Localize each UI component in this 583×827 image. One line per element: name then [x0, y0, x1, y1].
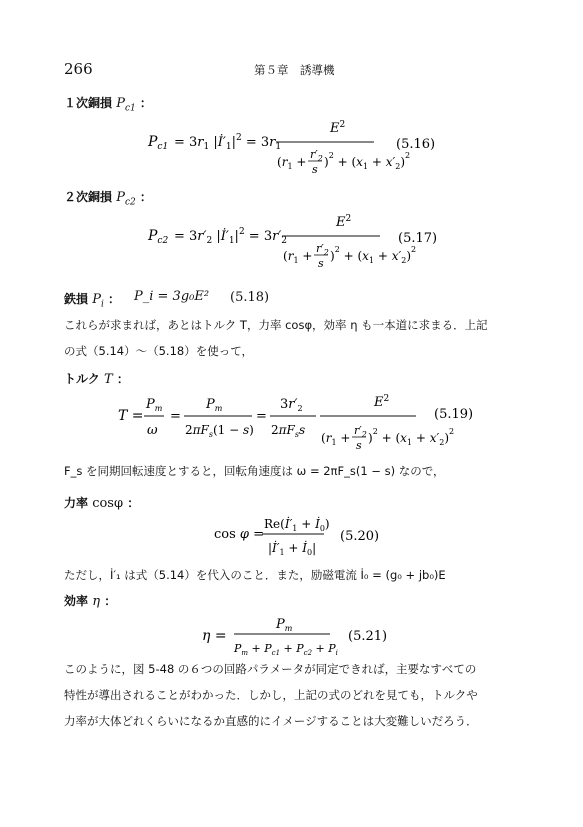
svg-text:r′2: $r'_2$: [354, 424, 367, 439]
heading-colon: ：: [108, 292, 121, 306]
svg-text:η =: η =: [202, 628, 227, 644]
eq-number-5-20: (5.20): [340, 529, 380, 544]
equation-5-18: P_i = 3g₀E²: [134, 289, 210, 304]
paragraph-conclusion: [64, 656, 534, 734]
heading-symbol: P: [116, 96, 125, 111]
svg-text:=: =: [256, 409, 267, 424]
page-number: 266: [64, 60, 93, 78]
svg-text:)2 + (x1 + x′2)2: )$^2 + (x_1 + x'_2)^2$: [324, 151, 411, 171]
equation-5-20: [208, 510, 408, 560]
equation-5-16: [140, 118, 440, 180]
equation-5-17: [140, 212, 450, 274]
svg-text:s: s: [356, 439, 362, 452]
heading-iron-loss: [64, 290, 120, 309]
svg-text:(r1 +: ($r_1$ +: [283, 249, 313, 265]
svg-text:Re(İ′1 + İ0): $Re(İ'_1$ + $İ_0$): [264, 517, 330, 533]
svg-text:(r1 +: ($r_1$ +: [277, 155, 307, 171]
paragraph-sync-speed: F_s を同期回転速度とすると，回転角速度は ω = 2πF_s(1 − s) なので，: [64, 464, 445, 478]
heading-symbol: T: [103, 372, 113, 387]
heading-symbol: η: [92, 594, 100, 609]
svg-text:r′2: $r'_2$: [310, 148, 323, 163]
heading-label: トルク: [64, 372, 100, 386]
svg-text:)2 + (x1 + x′2)2: )$^2 + (x_1 + x'_2)^2$: [368, 427, 455, 447]
svg-text:Pm: $P_m$: [146, 397, 163, 413]
eq-number-5-19: (5.19): [434, 407, 474, 422]
svg-text:= 3r′2 |İ′1|2 = 3r′2: = $3r'_2$ $|İ'_1|^2 = 3r'_2$: [174, 227, 288, 246]
eq-number-5-17: (5.17): [398, 231, 438, 246]
svg-text:(r1 +: ($r_1$ +: [321, 431, 351, 447]
svg-text:=: =: [170, 409, 181, 424]
heading-label: 力率: [64, 496, 89, 510]
heading-label: 効率: [64, 594, 89, 608]
paragraph-excitation: ただし，İ′₁ は式（5.14）を代入のこと．また，励磁電流 İ₀ = (g₀ + jb₀)E: [64, 568, 446, 582]
heading-subscript: c2: [124, 197, 136, 208]
heading-colon: ：: [139, 190, 152, 204]
paragraph-line: このように，図 5-48 の６つの回路パラメータが同定できれば，主要なすべての: [64, 662, 477, 676]
svg-text:cos φ =: cos φ =: [214, 527, 265, 542]
heading-colon: ：: [139, 96, 152, 110]
svg-text:Pm: $P_m$: [206, 397, 223, 413]
heading-colon: ：: [104, 594, 117, 608]
svg-text:|İ′1 + İ0|: $|İ'_1$ + $İ_0|$: [268, 541, 317, 557]
eq-number-5-18: (5.18): [230, 290, 270, 305]
equation-5-21: [196, 612, 416, 662]
svg-text:Pm + Pc1 + Pc2 + Pi: $P_m + P_{c1} + P_{c2} + P_i$: [234, 642, 338, 657]
svg-text:3r′2: $3r'_2$: [280, 397, 303, 413]
heading-symbol: P: [92, 292, 101, 307]
svg-text:ω: ω: [147, 423, 158, 438]
heading-symbol: cosφ: [92, 496, 124, 511]
svg-text:r′2: $r'_2$: [316, 242, 329, 257]
heading-symbol: P: [116, 190, 125, 205]
heading-colon: ：: [127, 496, 140, 510]
svg-text:2πFs(1 − s): $2\pi F_s(1 - s)$: [185, 423, 254, 439]
svg-text:= 3r1 |İ′1|2 = 3r1: = $3r_1$ $|İ'_1|^2 = 3r_1$: [174, 133, 282, 152]
heading-label: １次銅損: [64, 96, 113, 110]
heading-copper-loss-2: [64, 188, 152, 207]
heading-subscript: c1: [124, 103, 136, 114]
paragraph-line: これらが求まれば，あとはトルク T，力率 cosφ，効率 η も一本道に求まる．上記: [64, 318, 488, 332]
equation-5-19: [112, 394, 492, 460]
heading-subscript: i: [100, 299, 104, 310]
svg-text:E2: $E^2$: [330, 120, 346, 136]
heading-efficiency: [64, 592, 116, 609]
svg-text:E2: $E^2$: [336, 214, 352, 230]
heading-label: 鉄損: [64, 292, 89, 306]
svg-text:Pc1: $P_{c1}$: [148, 134, 169, 152]
heading-colon: ：: [116, 372, 129, 386]
heading-power-factor: [64, 494, 139, 511]
paragraph-intro: [64, 312, 524, 364]
svg-text:s: s: [318, 257, 324, 270]
heading-copper-loss-1: [64, 94, 152, 113]
paragraph-line: の式（5.14）〜（5.18）を使って，: [64, 344, 253, 358]
svg-text:s: s: [312, 163, 318, 176]
eq-number-5-21: (5.21): [348, 629, 388, 644]
heading-label: ２次銅損: [64, 190, 113, 204]
heading-torque: [64, 370, 129, 387]
svg-text:Pc2: $P_{c2}$: [148, 228, 169, 246]
svg-text:2πFss: $2\pi F_ss$: [271, 423, 306, 439]
svg-text:E2: $E^2$: [374, 394, 390, 410]
paragraph-line: 特性が導出されることがわかった．しかし，上記の式のどれを見ても，トルクや: [64, 688, 478, 702]
svg-text:)2 + (x1 + x′2)2: )$^2 + (x_1 + x'_2)^2$: [330, 245, 417, 265]
svg-text:T =: T =: [118, 408, 144, 424]
chapter-title: 第５章 誘導機: [254, 63, 335, 77]
paragraph-line: 力率が大体どれくらいになるか直感的にイメージすることは大変難しいだろう．: [64, 714, 478, 728]
svg-text:Pm: $P_m$: [276, 617, 293, 633]
eq-number-5-16: (5.16): [396, 137, 436, 152]
